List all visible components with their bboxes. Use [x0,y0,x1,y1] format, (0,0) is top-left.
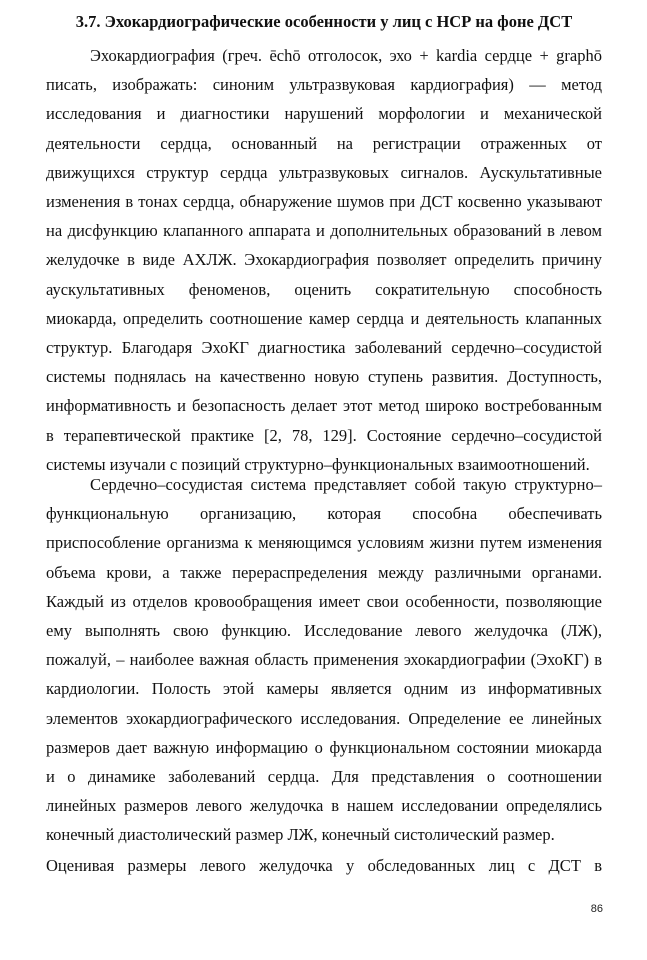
text-line: объема крови, а также перераспределения между различными органами. [46,562,602,582]
text-line: системы изучали с позиций структурно–функциональных взаимоотношений. [46,454,590,474]
text-line: в терапевтической практике [2, 78, 129]. Состояние сердечно–сосудистой [46,425,602,445]
paragraph-2 [46,470,602,850]
text-line: исследования и диагностики нарушений морфологии и механической [46,104,602,124]
text-line: аускультативных феноменов, оценить сократительную способность [46,279,602,299]
text-line: миокарда, определить соотношение камер сердца и деятельность клапанных [46,308,602,328]
text-line: Каждый из отделов кровообращения имеет свои особенности, позволяющие [46,591,602,611]
text-line: изменения в тонах сердца, обнаружение шумов при ДСТ косвенно указывают [46,192,602,212]
text-line: пожалуй, – наиболее важная область применения эхокардиографии (ЭхоКГ) в [46,650,602,670]
text-line: на дисфункцию клапанного аппарата и дополнительных образований в левом [46,221,602,241]
text-line: конечный диастолический размер ЛЖ, конечный систолический размер. [46,825,555,845]
text-line: структур. Благодаря ЭхоКГ диагностика заболеваний сердечно–сосудистой [46,338,602,358]
text-line: функциональную организацию, которая способна обеспечивать [46,504,602,524]
text-line: информативность и безопасность делает этот метод широко востребованным [46,396,602,416]
text-line: приспособление организма к меняющимся условиям жизни путем изменения [46,533,602,553]
text-line: деятельности сердца, основанный на регистрации отраженных от [46,133,602,153]
text-line: и о динамике заболеваний сердца. Для представления о соотношении [46,767,602,787]
section-heading: 3.7. Эхокардиографические особенности у лиц с НСР на фоне ДСТ [75,12,573,31]
text-line: желудочке в виде АХЛЖ. Эхокардиография позволяет определить причину [46,250,602,270]
text-line: Оценивая размеры левого желудочка у обследованных лиц с ДСТ в [46,856,602,875]
paragraph-1 [46,41,602,479]
text-line: размеров дает важную информацию о функциональном состоянии миокарда [46,737,602,757]
text-line: Сердечно–сосудистая система представляет собой такую структурно– [90,475,602,494]
text-line: писать, изображать: синоним ультразвуковая кардиография) — метод [46,75,602,95]
text-line: Эхокардиография (греч. ēchō отголосок, эхо + kardia сердце + graphō [90,46,602,65]
text-line: элементов эхокардиографического исследования. Определение ее линейных [46,708,602,728]
text-line: кардиологии. Полость этой камеры является одним из информативных [46,679,602,699]
paragraph-3 [46,851,602,880]
text-line: ему выполнять свою функцию. Исследование левого желудочка (ЛЖ), [46,621,602,641]
text-line: линейных размеров левого желудочка в нашем исследовании определялись [46,796,602,816]
page-number: 86 [590,903,603,915]
text-line: системы поднялась на качественно новую ступень развития. Доступность, [46,367,602,387]
text-line: движущихся структур сердца ультразвуковых сигналов. Аускультативные [46,162,602,182]
